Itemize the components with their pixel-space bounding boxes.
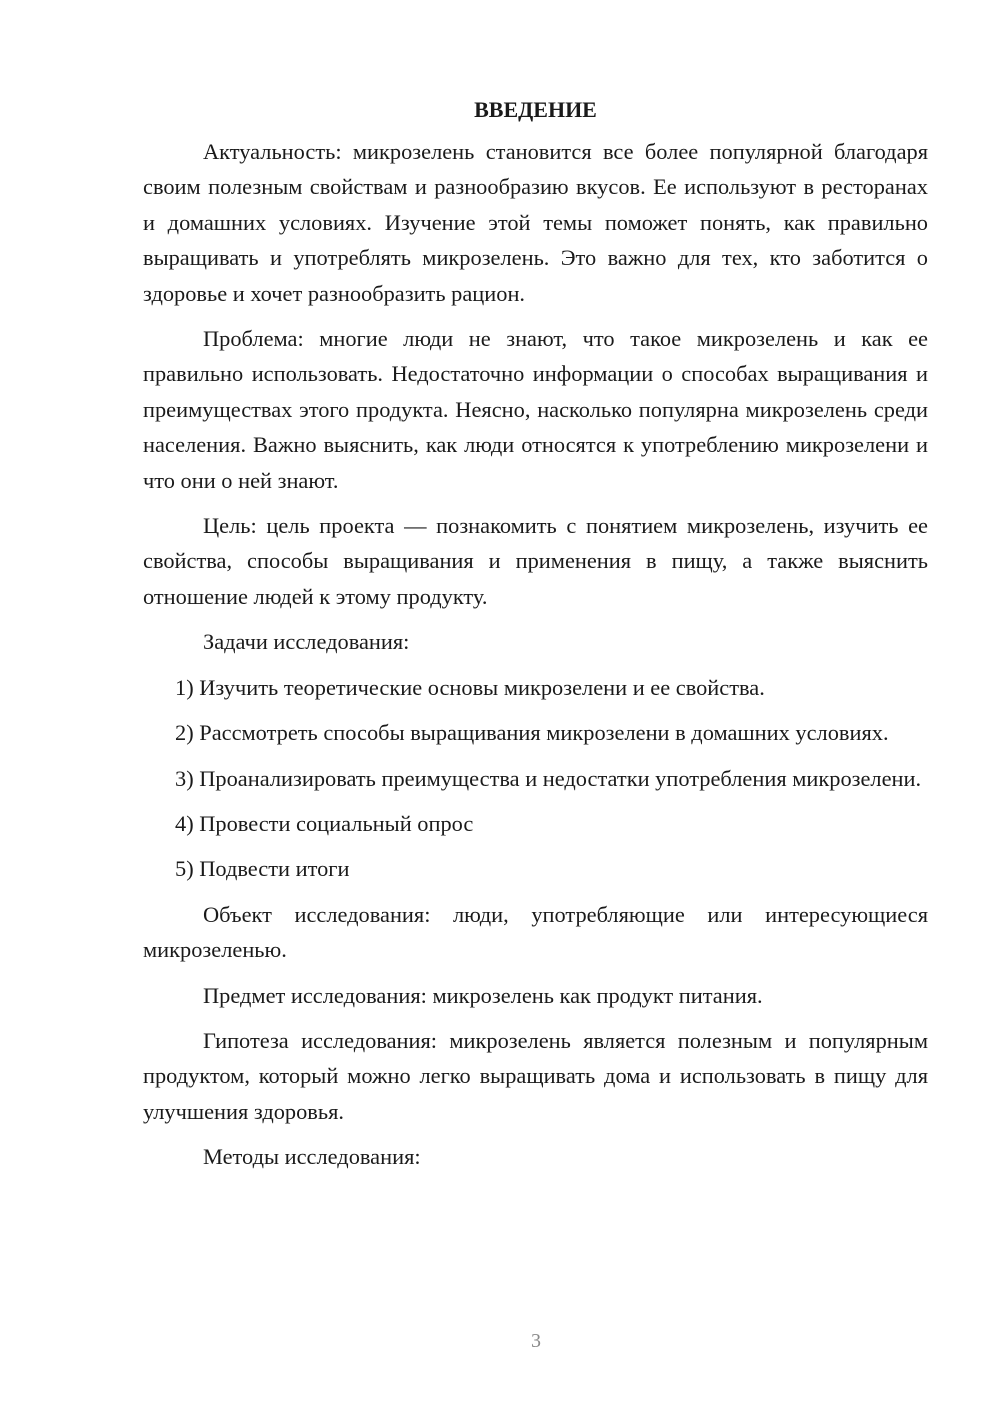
page-content <box>143 92 928 1185</box>
goal-paragraph: Цель: цель проекта — познакомить с понятием микрозелень, изучить ее свойства, способы выращивания и применения в пищу, а также выяснить отношение людей к этому продукту. <box>143 513 928 609</box>
page-number: 3 <box>531 1330 541 1352</box>
task-item-3: 3) Проанализировать преимущества и недостатки употребления микрозелени. <box>175 765 922 791</box>
task-item-1: 1) Изучить теоретические основы микрозелени и ее свойства. <box>175 674 765 700</box>
subject-paragraph: Предмет исследования: микрозелень как продукт питания. <box>203 982 763 1008</box>
task-item-4: 4) Провести социальный опрос <box>175 810 474 836</box>
object-paragraph: Объект исследования: люди, употребляющие или интересующиеся микрозеленью. <box>143 901 928 963</box>
task-item-2: 2) Рассмотреть способы выращивания микрозелени в домашних условиях. <box>175 720 889 746</box>
page-title: ВВЕДЕНИЕ <box>474 97 597 122</box>
hypothesis-paragraph: Гипотеза исследования: микрозелень является полезным и популярным продуктом, который можно легко выращивать дома и использовать в пищу для улучшения здоровья. <box>143 1027 928 1124</box>
problem-paragraph: Проблема: многие люди не знают, что такое микрозелень и как ее правильно использовать. Недостаточно информации о способах выращивания и преимуществах этого продукта. Неясно, насколько популярна микрозелень среди населения. Важно выяснить, как люди относятся к употреблению микрозелени и что они о ней знают. <box>143 326 928 493</box>
relevance-paragraph: Актуальность: микрозелень становится все более популярной благодаря своим полезным свойствам и разнообразию вкусов. Ее используют в ресторанах и домашних условиях. Изучение этой темы поможет понять, как правильно выращивать и употреблять микрозелень. Это важно для тех, кто заботится о здоровье и хочет разнообразить рацион. <box>143 139 928 306</box>
methods-heading: Методы исследования: <box>203 1144 421 1170</box>
task-item-5: 5) Подвести итоги <box>175 856 350 882</box>
tasks-heading: Задачи исследования: <box>203 629 410 655</box>
